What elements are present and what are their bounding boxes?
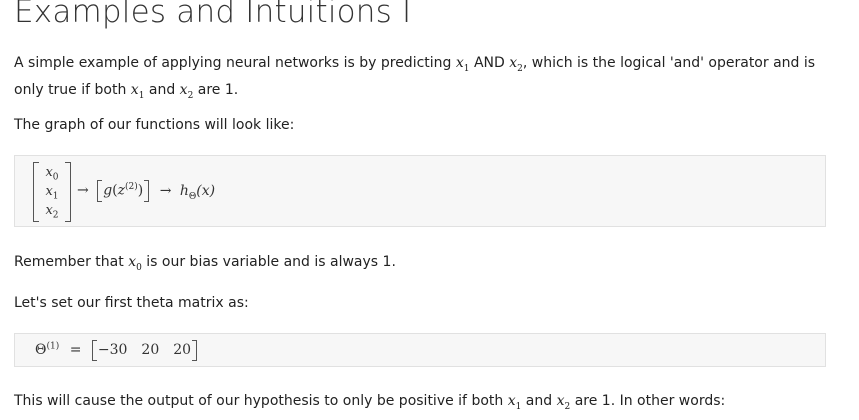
conclusion-text-1: This will cause the output of our hypothesis to only be positive if both [14,393,508,409]
theta-intro: Let's set our first theta matrix as: [14,295,249,311]
equals-sign: = [69,341,82,358]
vector-entry: $x_1$ [45,184,59,202]
intro-paragraph [14,53,829,107]
math-x1: $x_1$ [130,81,145,101]
math-x2: $x_2$ [179,81,194,101]
graph-intro: The graph of our functions will look like: [14,117,295,133]
conclusion-text-2: and [521,393,557,409]
theta-formula-box [14,333,826,367]
intro-text-2: AND [469,55,510,71]
matrix-value: 20 [173,341,192,358]
theta-matrix [92,342,197,358]
vector-entry: $x_0$ [45,165,59,183]
intro-text-3: , which is the logical 'and' operator and is only true if both [14,55,816,98]
activation-expression [77,182,215,201]
conclusion-text-3: are 1. In other words: [570,393,726,409]
hypothesis: $h_\Theta(x)$ [179,182,216,202]
bias-text-2: is our bias variable and is always 1. [141,254,396,270]
math-x2: $x_2$ [509,55,523,74]
graph-formula-box [14,155,826,227]
conclusion-paragraph [14,391,829,418]
theta-symbol: $\Theta^{(1)}$ [35,341,60,358]
vector-entry: $x_2$ [45,203,59,221]
intro-text-5: are 1. [193,81,239,98]
bias-paragraph [14,252,829,279]
math-x1: $x_1$ [507,393,522,412]
bias-text-1: Remember that [14,254,129,270]
activation-bracket: $g(z^{(2)})$ [97,182,149,199]
intro-text-4: and [144,81,180,98]
math-x2: $x_2$ [556,393,571,412]
theta-expression [35,341,197,358]
math-x1: $x_1$ [455,55,470,74]
page-title: Examples and Intuitions I [14,0,412,30]
math-x0: $x_0$ [128,254,142,273]
matrix-value: 20 [141,341,160,358]
matrix-value: −30 [97,341,128,358]
arrow: → [77,182,89,199]
intro-text-1: A simple example of applying neural networks is by predicting [14,55,456,71]
arrow: → [159,182,172,199]
input-vector [33,160,71,222]
